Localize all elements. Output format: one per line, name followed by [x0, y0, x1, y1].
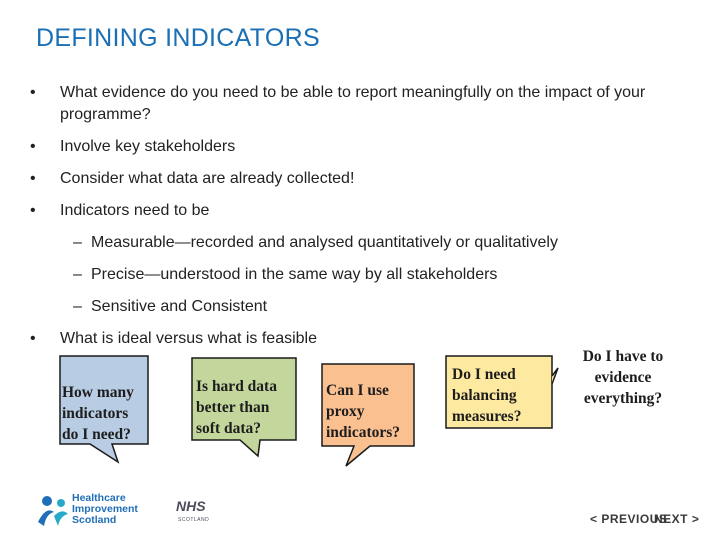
bullet-marker: • [30, 202, 36, 219]
callout-line: Is hard data [196, 378, 277, 395]
sub-bullet-text: Precise—understood in the same way by all stakeholders [91, 266, 498, 283]
callout-line: everything? [583, 390, 663, 407]
sub-bullet-marker: – [73, 234, 82, 251]
bullet-text: Involve key stakeholders [60, 138, 236, 155]
nhs-label: NHS [176, 498, 206, 514]
bullet-item [30, 200, 700, 222]
slide-title: DEFINING INDICATORS [36, 24, 320, 52]
bullet-text: Indicators need to be [60, 202, 210, 219]
callout-plain [566, 346, 680, 418]
bullet-text: What evidence do you need to be able to report meaningfully on the impact of your programme? [60, 84, 646, 123]
callout-line: measures? [452, 408, 522, 425]
callout-text [326, 380, 400, 443]
callout-line: indicators [62, 405, 129, 422]
previous-button[interactable]: < PREVIOUS [590, 512, 668, 526]
sub-bullet-marker: – [73, 266, 82, 283]
bullet-marker: • [30, 330, 36, 347]
callout-line: proxy [326, 403, 365, 420]
callout-line: Do I have to [582, 348, 664, 365]
bullet-marker: • [30, 138, 36, 155]
nhs-sub-label: SCOTLAND [178, 517, 210, 523]
callout-bubble [188, 354, 300, 458]
callout-line: do I need? [62, 426, 131, 443]
callout-line: indicators? [326, 424, 401, 441]
callout-bubble [318, 360, 418, 468]
callout-text [62, 382, 134, 445]
bullet-item [30, 82, 700, 126]
sub-bullet-text: Sensitive and Consistent [91, 298, 268, 315]
callout-text [196, 376, 277, 439]
bullet-marker: • [30, 84, 36, 101]
callout-bubble [442, 352, 560, 436]
bullet-item [30, 136, 700, 158]
bullet-text: Consider what data are already collected! [60, 170, 355, 187]
bullet-text: What is ideal versus what is feasible [60, 330, 317, 347]
logo-mark-icon [36, 492, 70, 528]
bullet-item [30, 168, 700, 190]
nhs-scotland-logo [176, 498, 212, 528]
next-button[interactable]: NEXT > [654, 512, 700, 526]
callout-line: balancing [452, 387, 517, 404]
sub-bullet-marker: – [73, 298, 82, 315]
callout-text [452, 364, 521, 427]
sub-bullet-text: Measurable—recorded and analysed quantitatively or qualitatively [91, 234, 558, 251]
callout-bubble [56, 352, 152, 464]
bullet-marker: • [30, 170, 36, 187]
callout-line: evidence [594, 369, 652, 386]
healthcare-improvement-scotland-logo [36, 492, 166, 528]
callout-line: Do I need [452, 366, 516, 383]
callout-line: Can I use [326, 382, 389, 399]
logo-text: Improvement [72, 503, 138, 515]
logo-text: Scotland [72, 514, 117, 526]
logo-text: Healthcare [72, 492, 126, 504]
callout-line: How many [62, 384, 134, 401]
callout-text [566, 346, 680, 409]
callout-line: soft data? [196, 420, 262, 437]
callout-line: better than [196, 399, 270, 416]
